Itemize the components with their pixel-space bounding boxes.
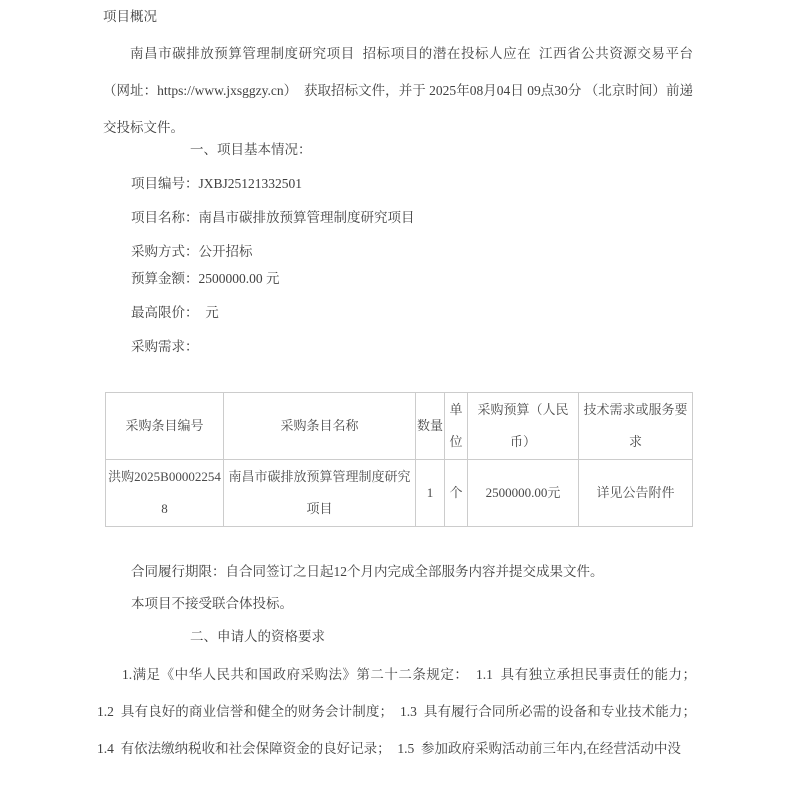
col-header-quantity: 数量 bbox=[416, 393, 445, 460]
field-project-number: 项目编号：JXBJ25121332501 bbox=[131, 176, 303, 191]
col-header-unit: 单位 bbox=[445, 393, 468, 460]
table-row bbox=[106, 460, 693, 527]
qualification-paragraph: 1.满足《中华人民共和国政府采购法》第二十二条规定： 1.1 具有独立承担民事责任的能力； 1.2 具有良好的商业信誉和健全的财务会计制度； 1.3 具有履行合同所必需的设备和专业技术能力； 1.4 有依法缴纳税收和社会保障资金的良好记录； 1.5 参加政府采购活动前三年内,在经营活动中没 bbox=[97, 667, 703, 756]
section-2-heading: 二、申请人的资格要求 bbox=[190, 629, 325, 644]
field-budget-amount: 预算金额：2500000.00 元 bbox=[131, 271, 280, 286]
cell-tech-requirements: 详见公告附件 bbox=[579, 460, 693, 527]
col-header-tech-requirements: 技术需求或服务要求 bbox=[579, 393, 693, 460]
procurement-items-table bbox=[105, 392, 693, 527]
col-header-item-name: 采购条目名称 bbox=[224, 393, 416, 460]
field-contract-period: 合同履行期限：自合同签订之日起12个月内完成全部服务内容并提交成果文件。 bbox=[131, 564, 604, 579]
field-procurement-demand: 采购需求： bbox=[131, 339, 199, 354]
section-1-heading: 一、项目基本情况： bbox=[190, 142, 312, 157]
field-project-name: 项目名称：南昌市碳排放预算管理制度研究项目 bbox=[131, 210, 415, 225]
col-header-budget: 采购预算（人民币） bbox=[468, 393, 579, 460]
page-title: 项目概况 bbox=[103, 9, 157, 24]
table-header-row bbox=[106, 393, 693, 460]
col-header-item-code: 采购条目编号 bbox=[106, 393, 224, 460]
cell-item-name: 南昌市碳排放预算管理制度研究项目 bbox=[224, 460, 416, 527]
cell-unit: 个 bbox=[445, 460, 468, 527]
field-consortium-note: 本项目不接受联合体投标。 bbox=[131, 596, 293, 611]
intro-paragraph: 南昌市碳排放预算管理制度研究项目 招标项目的潜在投标人应在 江西省公共资源交易平台（网址：https://www.jxsggzy.cn） 获取招标文件，并于 2025年08月04日 09点30分 （北京时间）前递交投标文件。 bbox=[103, 46, 693, 135]
cell-item-code: 洪购2025B000022548 bbox=[106, 460, 224, 527]
field-procurement-method: 采购方式：公开招标 bbox=[131, 244, 253, 259]
cell-quantity: 1 bbox=[416, 460, 445, 527]
field-max-price: 最高限价： 元 bbox=[131, 305, 219, 320]
cell-budget: 2500000.00元 bbox=[468, 460, 579, 527]
